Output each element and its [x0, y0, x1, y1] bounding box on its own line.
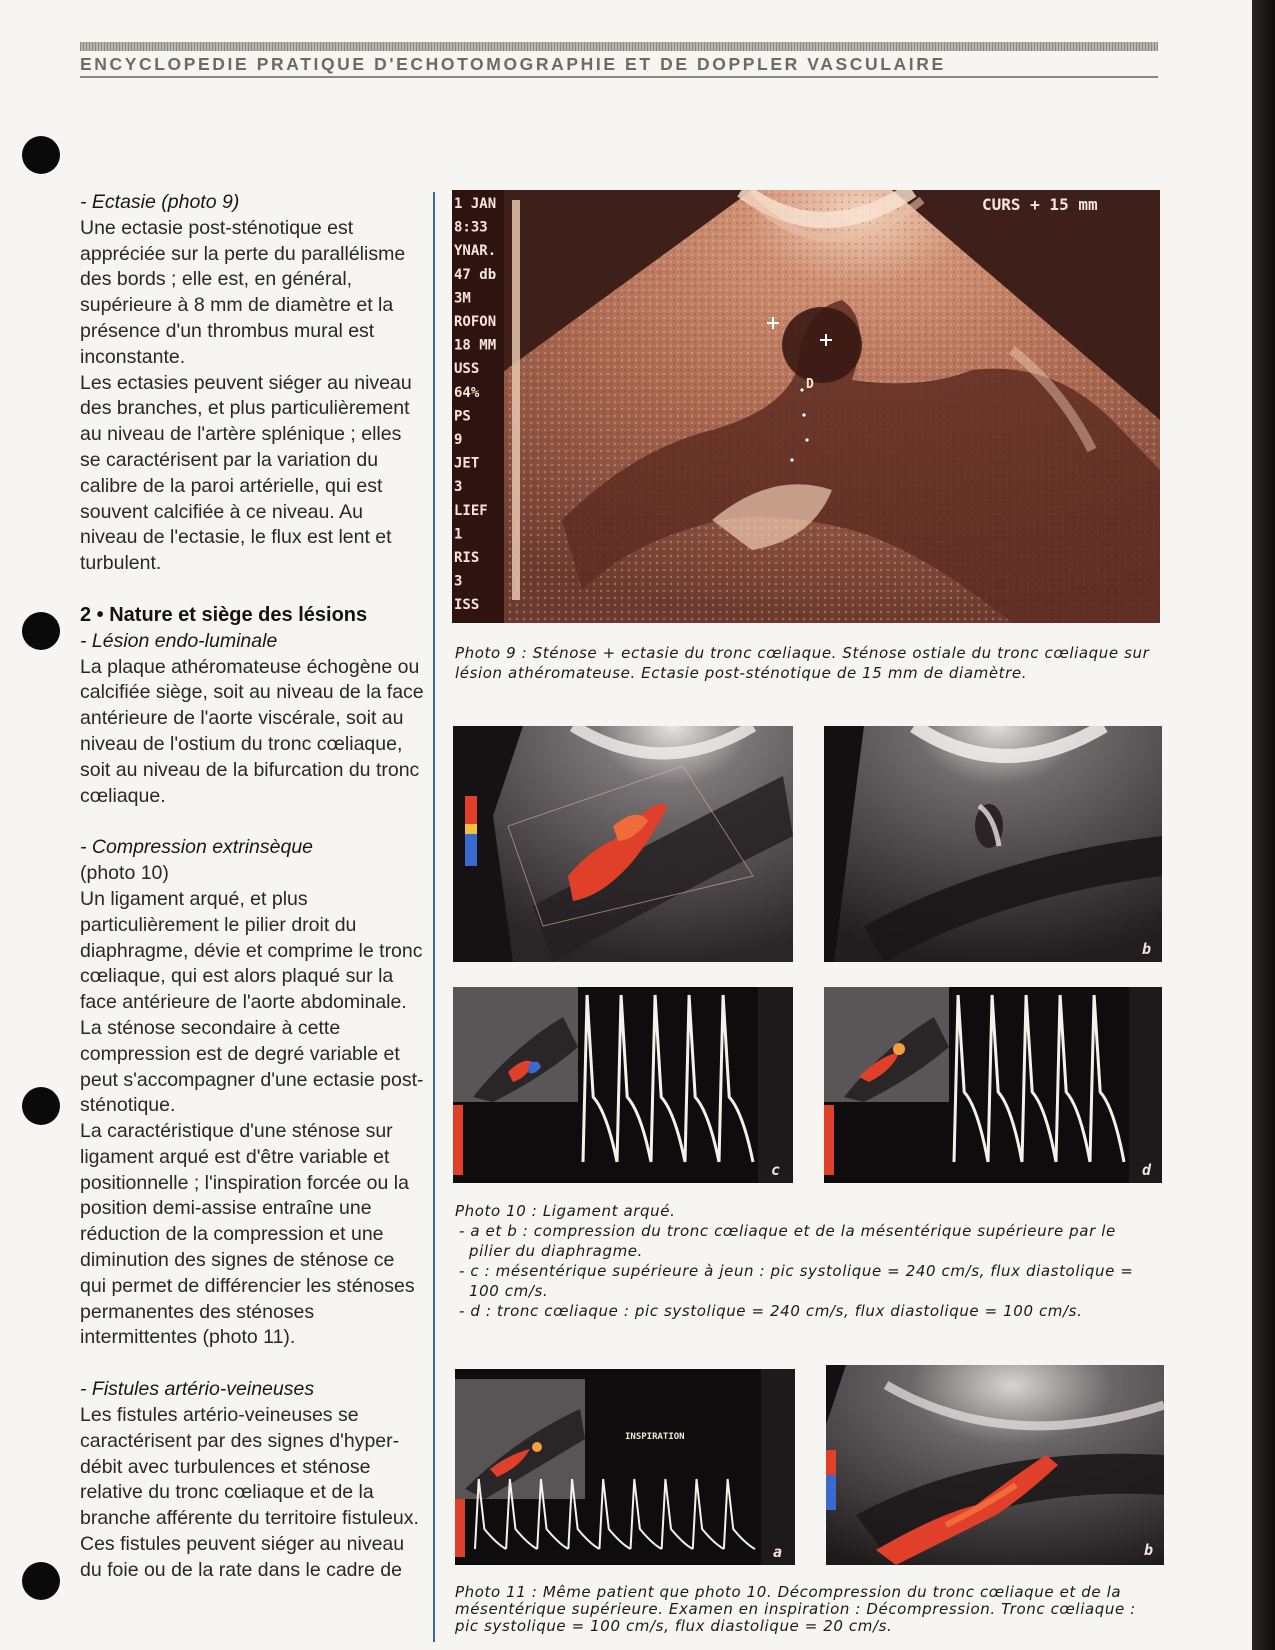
- paragraph: Un ligament arqué, et plus particulièrement le pilier droit du diaphragme, dévie et comprime le tronc cœliaque, qui est alors plaqué sur la face antérieure de l'aorte abdominale.: [80, 887, 423, 1014]
- page-edge: [1252, 0, 1275, 1650]
- panel-label-a: a: [773, 1543, 783, 1561]
- paragraph: Ces fistules peuvent siéger au niveau du foie ou de la rate dans le cadre de: [80, 1533, 405, 1581]
- scanner-readout: 47 db: [454, 266, 497, 283]
- caption-item-c: - c : mésentérique supérieure à jeun : pic systolique = 240 cm/s, flux diastolique = 100 cm/s.: [459, 1262, 1134, 1300]
- doppler-photo-10c: [453, 987, 793, 1183]
- scanner-readout: JET: [454, 455, 480, 472]
- ultrasound-photo-11b: [826, 1365, 1164, 1565]
- punch-hole: [22, 1087, 60, 1125]
- panel-label-d: d: [1142, 1161, 1152, 1179]
- doppler-photo-10d: [824, 987, 1162, 1183]
- scanner-readout: 3: [454, 573, 463, 590]
- scanner-readout: 64%: [454, 384, 480, 401]
- scanner-readout: ISS: [454, 597, 480, 614]
- punch-hole: [22, 1562, 60, 1600]
- paragraph: Les ectasies peuvent siéger au niveau des branches, et plus particulièrement au niveau de l'artère splénique ; elles se caractérisent par la variation du calibre de la paroi artérielle, qui est souvent calcifiée à ce niveau. Au niveau de l'ectasie, le flux est lent et turbulent.: [80, 371, 412, 575]
- scanner-readout: 8:33: [454, 219, 488, 236]
- caption-photo-10: [455, 1201, 1160, 1321]
- scanner-readout: 1 JAN: [454, 196, 497, 212]
- scanner-readout: LIEF: [454, 502, 488, 519]
- caption-item-d: - d : tronc cœliaque : pic systolique = 240 cm/s, flux diastolique = 100 cm/s.: [459, 1302, 1083, 1320]
- panel-label-c: c: [771, 1161, 781, 1179]
- scanner-readout: YNAR.: [454, 243, 497, 260]
- ultrasound-photo-10a: [453, 726, 793, 962]
- photo-reference: (photo 10): [80, 862, 169, 885]
- measure-marker: D: [806, 377, 814, 392]
- scanner-readout: RIS: [454, 550, 480, 566]
- scanner-readout: 3M: [454, 290, 471, 307]
- subheading-compression: - Compression extrinsèque: [80, 836, 314, 859]
- column-divider: [433, 192, 435, 1642]
- subheading-ectasie: - Ectasie (photo 9): [80, 191, 240, 213]
- scanner-readout: 18 MM: [454, 337, 497, 354]
- body-text-column: [80, 190, 425, 1584]
- caption-photo-9: [455, 643, 1160, 683]
- ultrasound-photo-9: [452, 190, 1160, 623]
- paragraph: Les fistules artério-veineuses se caractérisent par des signes d'hyper-débit avec turbulences et sténose relative du tronc cœliaque et de la branche afférente du territoire fistuleux.: [80, 1404, 419, 1530]
- paragraph: La plaque athéromateuse échogène ou calcifiée siège, soit au niveau de la face antérieure de l'aorte viscérale, soit au niveau de l'ostium du tronc cœliaque, soit au niveau de la bifurcation du tronc cœliaque.: [80, 655, 424, 807]
- scanner-readout: 9: [454, 432, 463, 448]
- scanner-readout: 1: [454, 526, 463, 543]
- header-rule: [80, 42, 1158, 51]
- running-header: ENCYCLOPEDIE PRATIQUE D'ECHOTOMOGRAPHIE ET DE DOPPLER VASCULAIRE: [80, 54, 946, 74]
- caption-photo-11: [455, 1584, 1160, 1635]
- scanner-readout: ROFON: [454, 314, 497, 330]
- punch-hole: [22, 136, 60, 174]
- punch-hole: [22, 612, 60, 650]
- caption-title: Photo 10 : Ligament arqué.: [455, 1202, 676, 1220]
- scanner-readout: USS: [454, 361, 480, 378]
- scanner-readout: PS: [454, 408, 471, 425]
- inspiration-label: INSPIRATION: [625, 1432, 685, 1442]
- caption-text: Photo 11 : Même patient que photo 10. Décompression du tronc cœliaque et de la mésentérique supérieure. Examen en inspiration : Décompression. Tronc cœliaque : pic systolique = 100 cm/s, flux diastolique = 20 cm/s.: [455, 1583, 1136, 1635]
- ultrasound-photo-10b: [824, 726, 1162, 962]
- paragraph: Une ectasie post-sténotique est appréciée sur la perte du parallélisme des bords ; elle est, en général, supérieure à 8 mm de diamètre et la présence d'un thrombus mural est inconstante.: [80, 216, 406, 368]
- paragraph: La caractéristique d'une sténose sur ligament arqué est d'être variable et positionnelle ; l'inspiration forcée ou la position demi-assise entraîne une réduction de la compression et une diminution des signes de sténose ce qui permet de différencier les sténoses permanentes des sténoses intermittentes (photo 11).: [80, 1120, 415, 1349]
- section-heading: 2 • Nature et siège des lésions: [80, 603, 368, 626]
- subheading-fistules: - Fistules artério-veineuses: [80, 1378, 315, 1401]
- doppler-photo-11a: [455, 1369, 795, 1565]
- caption-text: Photo 9 : Sténose + ectasie du tronc cœliaque. Sténose ostiale du tronc cœliaque sur lésion athéromateuse. Ectasie post-sténotique de 15 mm de diamètre.: [455, 644, 1150, 682]
- header-underline: [80, 76, 1158, 78]
- paragraph: La sténose secondaire à cette compression est de degré variable et peut s'accompagner d'une ectasie post-sténotique.: [80, 1016, 424, 1117]
- panel-label-b: b: [1144, 1541, 1154, 1559]
- subheading-lesion: - Lésion endo-luminale: [80, 629, 278, 652]
- cursor-readout: CURS + 15 mm: [982, 195, 1098, 214]
- caption-item-ab: - a et b : compression du tronc cœliaque et de la mésentérique supérieure par le pilier du diaphragme.: [459, 1222, 1116, 1260]
- scanner-readout: 3: [454, 479, 463, 496]
- panel-label-b: b: [1142, 940, 1152, 958]
